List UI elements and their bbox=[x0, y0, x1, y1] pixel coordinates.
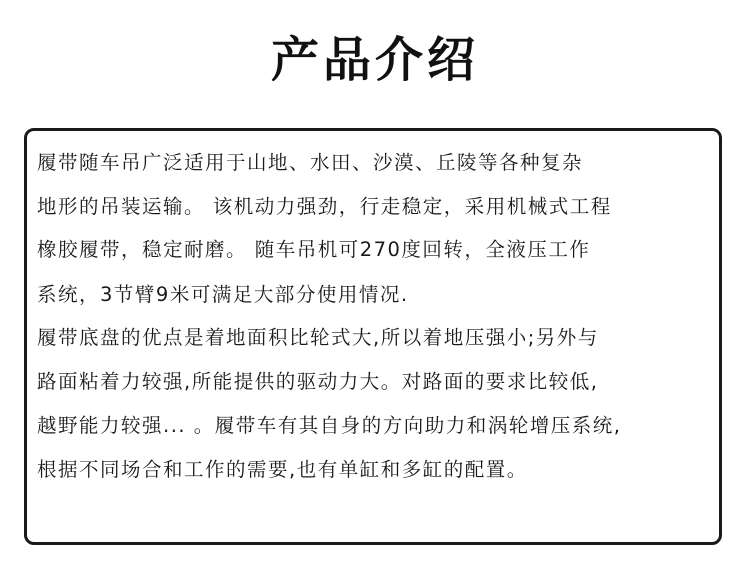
paragraph-1-line-3: 橡胶履带，稳定耐磨。 随车吊机可270度回转，全液压工作 bbox=[37, 238, 591, 261]
paragraph-2-line-1: 履带底盘的优点是着地面积比轮式大,所以着地压强小;另外与 bbox=[37, 326, 599, 349]
paragraph-2-line-3: 越野能力较强... 。履带车有其自身的方向助力和涡轮增压系统, bbox=[37, 414, 622, 437]
paragraph-1-line-4: 系统，3节臂9米可满足大部分使用情况. bbox=[37, 283, 409, 306]
paragraph-2-line-2: 路面粘着力较强,所能提供的驱动力大。对路面的要求比较低, bbox=[37, 370, 599, 393]
page-title: 产品介绍 bbox=[270, 32, 479, 88]
paragraph-1-line-1: 履带随车吊广泛适用于山地、水田、沙漠、丘陵等各种复杂 bbox=[37, 151, 584, 174]
paragraph-2-line-4: 根据不同场合和工作的需要,也有单缸和多缸的配置。 bbox=[37, 458, 528, 481]
paragraph-1-line-2: 地形的吊装运输。 该机动力强劲，行走稳定，采用机械式工程 bbox=[37, 195, 612, 218]
description-panel bbox=[24, 128, 722, 545]
